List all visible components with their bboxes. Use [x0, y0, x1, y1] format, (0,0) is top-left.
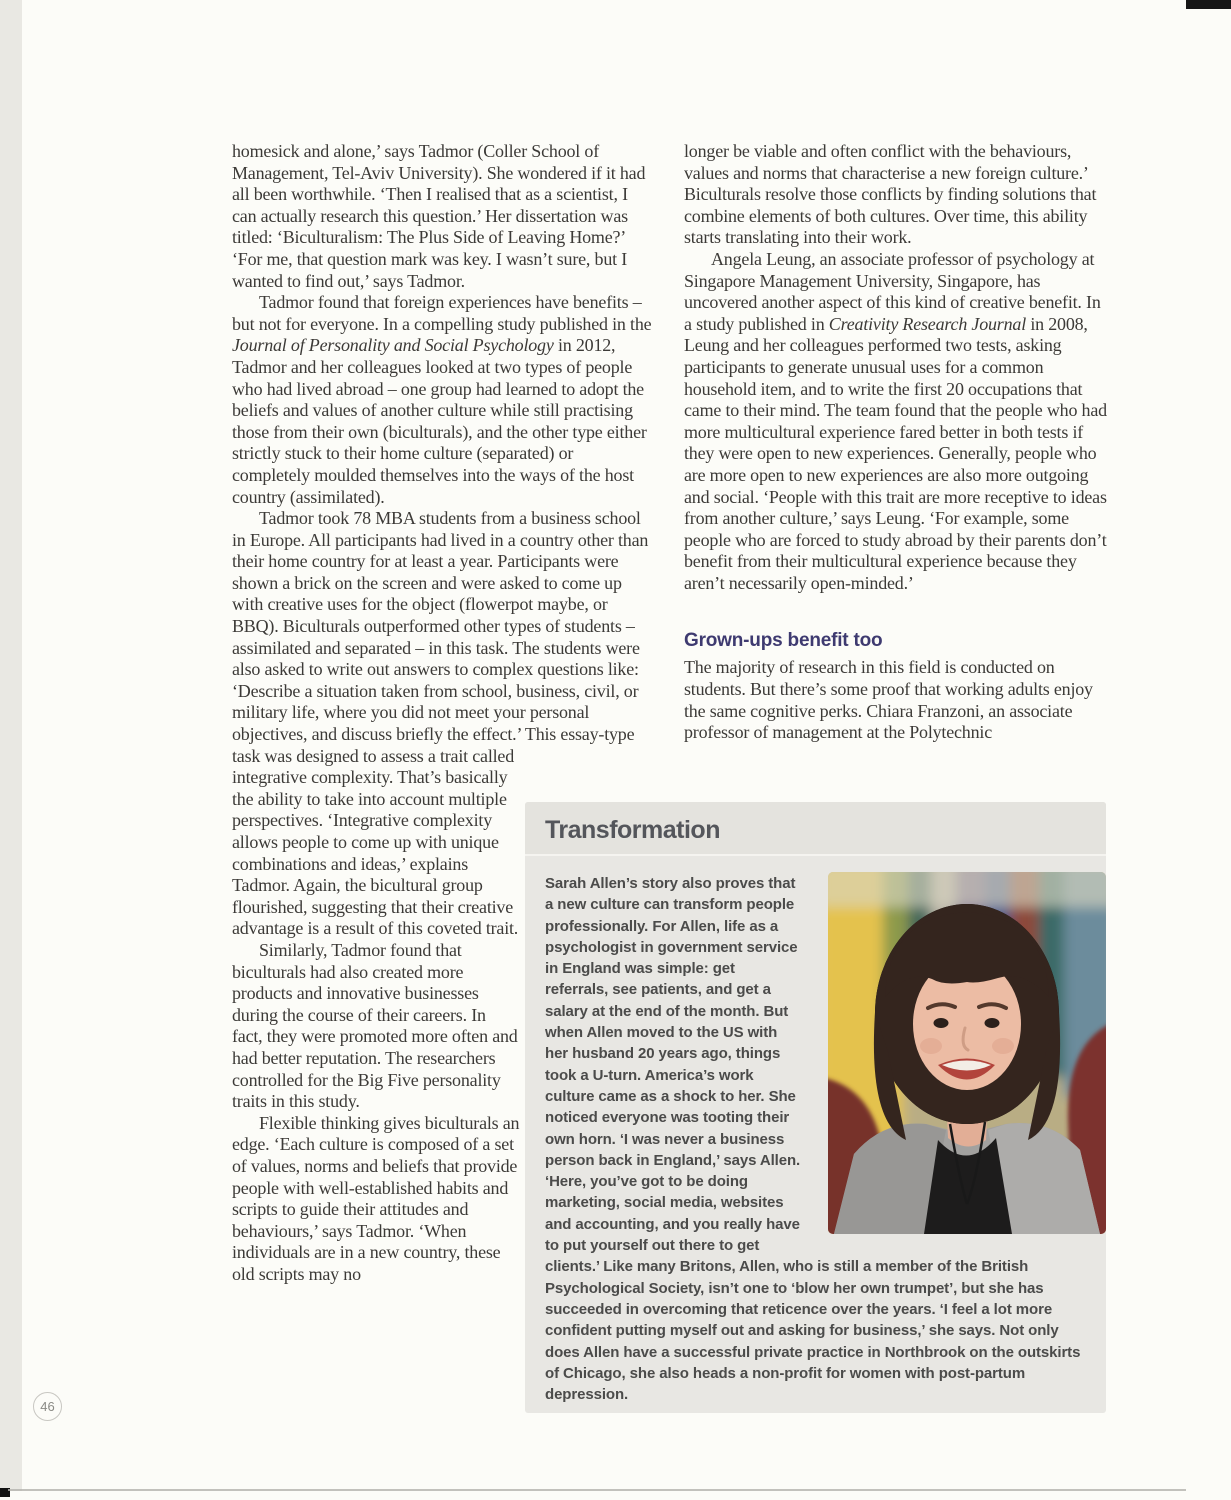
page-number: 46 — [40, 1399, 55, 1414]
sidebar-box-transformation — [525, 802, 1106, 1413]
page-number-badge — [33, 1392, 62, 1421]
portrait-illustration — [828, 872, 1106, 1234]
section-body — [684, 657, 1112, 743]
body-paragraph: Flexible thinking gives biculturals an edge. ‘Each culture is composed of a set of values, norms and beliefs that provide people with well-established habits and scripts to guide their attitudes and behaviours,’ says Tadmor. ‘When individuals are in a new country, these old scripts may no — [232, 1112, 520, 1284]
sidebar-title: Transformation — [545, 816, 720, 844]
sidebar-header — [525, 802, 1106, 854]
body-paragraph: Tadmor found that foreign experiences have benefits – but not for everyone. In a compelling study published in the Journal of Personality and Social Psychology in 2012, Tadmor and her colleagues looked at two types of people who had lived abroad – one group had learned to adopt the beliefs and values of another culture while still practising those from their own (biculturals), and the other type either strictly stuck to their home culture (separated) or completely moulded themselves into the ways of the host country (assimilated). — [232, 292, 652, 507]
page-bottom-edge-line — [8, 1489, 1186, 1491]
scan-artifact-top-right — [1186, 0, 1231, 9]
sidebar-paragraph: Sarah Allen’s story also proves that a new culture can transform people professionally. For Allen, life as a psychologist in government service in England was simple: get referrals, see patients, and get a salary at the end of the month. But when Allen moved to the US with her husband 20 years ago, things took a U-turn. America’s work culture came as a shock to her. She noticed everyone was tooting their own horn. ‘I was never a business person back in England,’ says Allen. ‘Here, you’ve got to be doing marketing, social media, websites and accounting, and you really have to put yourself out there to get clients.’ Like many Britons, Allen, who is still a member of the British Psychological Society, isn’t one to ‘blow her own trumpet’, but she has succeeded in overcoming that reticence over the years. ‘I feel a lot more confident putting myself out and asking for business,’ she says. Not only does Allen have a successful private practice in Northbrook on the outskirts of Chicago, she also heads a non-profit for women with post-partum depression. — [545, 875, 1081, 1404]
right-text-column — [684, 141, 1112, 801]
body-paragraph: longer be viable and often conflict with the behaviours, values and norms that characterise a new foreign culture.’ Biculturals resolve those conflicts by finding solutions that combine elements of both cultures. Over time, this ability starts translating into their work. — [684, 141, 1097, 248]
scan-edge-strip — [0, 0, 22, 1491]
body-paragraph: The majority of research in this field is conducted on students. But there’s some proof that working adults enjoy the same cognitive perks. Chiara Franzoni, an associate professor of management at the Polytechnic — [684, 657, 1093, 743]
body-paragraph: homesick and alone,’ says Tadmor (Coller School of Management, Tel-Aviv University). She wondered if it had all been worthwhile. ‘Then I realised that as a scientist, I can actually research this question.’ Her dissertation was titled: ‘Biculturalism: The Plus Side of Leaving Home?’ ‘For me, that question mark was key. I wasn’t sure, but I wanted to find out,’ says Tadmor. — [232, 141, 646, 291]
body-paragraph: Angela Leung, an associate professor of psychology at Singapore Management University, Singapore, has uncovered another aspect of this kind of creative benefit. In a study published in Creativity Research Journal in 2008, Leung and her colleagues performed two tests, asking participants to generate unusual uses for a common household item, and to write the first 20 occupations that came to their mind. The team found that the people who had more multicultural experience fared better in both tests if they were open to new experiences. Generally, people who are more open to new experiences are also more outgoing and social. ‘People with this trait are more receptive to ideas from another culture,’ says Leung. ‘For example, some people who are forced to study abroad by their parents don’t benefit from their multicultural experience because they aren’t necessarily open-minded.’ — [684, 248, 1107, 593]
body-paragraph: Similarly, Tadmor found that biculturals had also created more products and innovative businesses during the course of their careers. In fact, they were promoted more often and had better reputation. The researchers controlled for the Big Five personality traits in this study. — [232, 939, 518, 1112]
section-heading-grown-ups-benefit-too: Grown-ups benefit too — [684, 630, 883, 652]
sarah-allen-photo — [828, 872, 1106, 1234]
body-paragraph: Tadmor took 78 MBA students from a business school in Europe. All participants had lived in a country other than their home country for at least a year. Participants were shown a brick on the screen and were asked to come up with creative uses for the object (flowerpot maybe, or BBQ). Biculturals outperformed other types of students – assimilated and separated – in this task. The students were also asked to write out answers to complex questions like: ‘Describe a situation taken from school, business, civil, or military life, where you did not meet your personal objectives, and discuss briefly the effect.’ This essay-type task was designed to assess a trait called integrative complexity. That’s basically the ability to take into account multiple perspectives. ‘Integrative complexity allows people to come up with unique combinations and ideas,’ explains Tadmor. Again, the bicultural group flourished, suggesting that their creative advantage is a result of this coveted trait. — [232, 508, 649, 939]
